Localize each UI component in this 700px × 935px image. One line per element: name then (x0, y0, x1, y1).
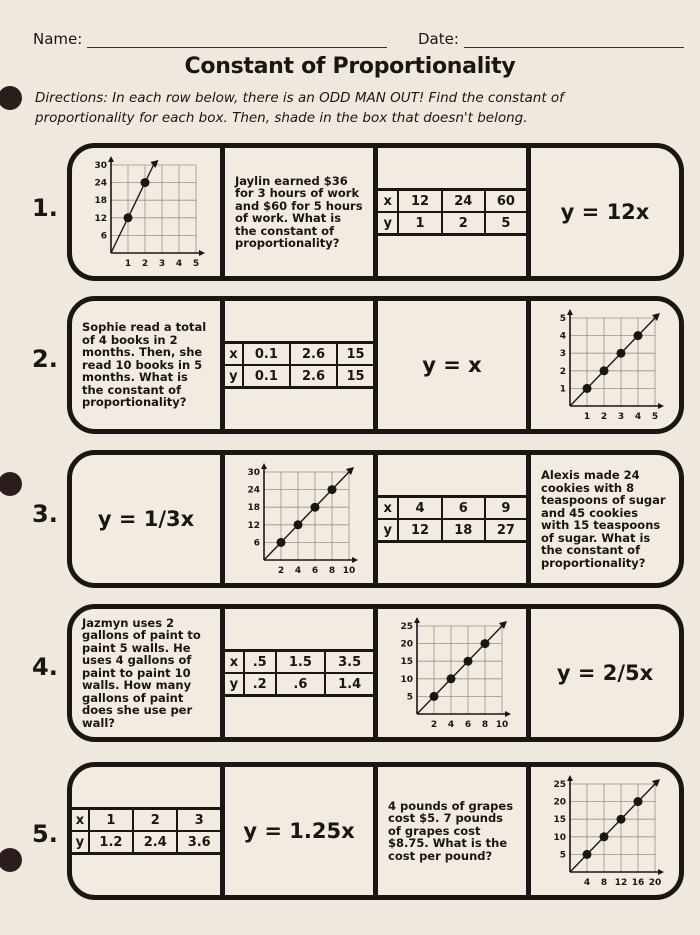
svg-text:10: 10 (342, 566, 356, 576)
name-field[interactable] (33, 30, 387, 48)
table-cell: x (72, 809, 89, 832)
table-cell: x (378, 497, 398, 520)
svg-text:2: 2 (277, 566, 285, 576)
svg-text:10: 10 (400, 674, 413, 685)
row-number: 2. (32, 345, 58, 373)
row-number: 4. (32, 653, 58, 681)
svg-text:20: 20 (648, 878, 662, 888)
xy-table-grid (225, 649, 373, 697)
line-graph (540, 767, 670, 895)
table-cell: 3.5 (325, 651, 373, 674)
table-box[interactable] (72, 767, 220, 895)
table-cell: 24 (442, 190, 485, 213)
graph-box[interactable] (373, 609, 526, 737)
binder-hole-bottom (0, 848, 22, 872)
svg-text:3: 3 (158, 259, 166, 269)
svg-text:10: 10 (495, 720, 509, 730)
equation-text: y = 2/5x (556, 661, 654, 685)
svg-text:24: 24 (247, 485, 260, 496)
table-cell: .6 (276, 673, 326, 696)
row-number: 1. (32, 194, 58, 222)
xy-table-grid (378, 188, 526, 236)
problem-row-5 (67, 762, 684, 900)
table-cell: 2.4 (133, 831, 177, 854)
table-cell: .2 (244, 673, 276, 696)
equation-box[interactable] (526, 609, 679, 737)
svg-text:12: 12 (94, 213, 107, 224)
word-problem-text: Jaylin earned $36 for 3 hours of work and $60 for 5 hours of work. What is the constant of proportionality? (235, 173, 363, 250)
problem-row-2 (67, 296, 684, 434)
word-problem-box[interactable] (72, 609, 220, 737)
table-cell: x (378, 190, 398, 213)
svg-text:5: 5 (559, 314, 566, 324)
date-blank[interactable] (464, 33, 684, 48)
table-cell: 9 (485, 497, 526, 520)
svg-text:20: 20 (400, 639, 413, 650)
xy-table-grid (225, 341, 373, 389)
table-cell: 1 (398, 212, 441, 235)
line-graph (387, 609, 517, 737)
table-cell: 1 (89, 809, 133, 832)
xy-table-grid (72, 807, 220, 855)
table-cell: 15 (337, 343, 373, 366)
table-cell: .5 (244, 651, 276, 674)
svg-text:18: 18 (247, 503, 260, 514)
graph-box[interactable] (526, 301, 679, 429)
svg-text:4: 4 (583, 878, 591, 888)
svg-text:2: 2 (430, 720, 438, 730)
table-cell: 12 (398, 519, 441, 542)
equation-box[interactable] (526, 148, 679, 276)
svg-text:2: 2 (559, 366, 566, 377)
xy-table (225, 649, 373, 697)
table-cell: x (225, 343, 243, 366)
table-cell: 2.6 (290, 343, 337, 366)
table-box[interactable] (373, 455, 526, 583)
svg-text:3: 3 (617, 412, 625, 422)
word-problem-box[interactable] (526, 455, 679, 583)
table-cell: 0.1 (243, 365, 290, 388)
svg-text:18: 18 (94, 196, 107, 207)
table-cell: y (378, 212, 398, 235)
table-cell: y (72, 831, 89, 854)
table-cell: y (378, 519, 398, 542)
svg-text:15: 15 (400, 657, 413, 668)
date-label: Date: (418, 30, 459, 48)
svg-text:4: 4 (175, 259, 183, 269)
row-number: 5. (32, 820, 58, 848)
word-problem-text: 4 pounds of grapes cost $5. 7 pounds of grapes cost $8.75. What is the cost per pound? (388, 798, 514, 863)
problem-row-1 (67, 143, 684, 281)
name-label: Name: (33, 30, 83, 48)
svg-text:4: 4 (634, 412, 642, 422)
table-cell: 18 (442, 519, 485, 542)
svg-text:24: 24 (94, 178, 107, 189)
table-cell: 6 (442, 497, 485, 520)
table-cell: 2.6 (290, 365, 337, 388)
word-problem-box[interactable] (373, 767, 526, 895)
equation-text: y = 1.25x (243, 819, 355, 843)
svg-text:25: 25 (553, 780, 566, 790)
binder-hole-middle (0, 472, 22, 496)
row-number: 3. (32, 500, 58, 528)
svg-text:4: 4 (294, 566, 302, 576)
xy-table (378, 188, 526, 236)
table-cell: 1.4 (325, 673, 373, 696)
table-cell: 12 (398, 190, 441, 213)
table-cell: 15 (337, 365, 373, 388)
word-problem-box[interactable] (72, 301, 220, 429)
equation-text: y = 1/3x (97, 507, 195, 531)
graph-box[interactable] (220, 455, 373, 583)
problem-row-3 (67, 450, 684, 588)
line-graph (234, 455, 364, 583)
table-cell: 2 (133, 809, 177, 832)
table-cell: 3 (177, 809, 220, 832)
xy-table (72, 807, 220, 855)
table-cell: 1.2 (89, 831, 133, 854)
svg-text:5: 5 (651, 412, 659, 422)
table-cell: y (225, 673, 244, 696)
svg-text:12: 12 (614, 878, 628, 888)
table-cell: y (225, 365, 243, 388)
svg-text:10: 10 (553, 832, 566, 843)
table-box[interactable] (220, 301, 373, 429)
table-cell: x (225, 651, 244, 674)
svg-text:30: 30 (247, 468, 260, 478)
equation-text: y = x (422, 353, 482, 377)
table-box[interactable] (220, 609, 373, 737)
table-cell: 0.1 (243, 343, 290, 366)
date-field[interactable] (418, 30, 684, 48)
svg-text:4: 4 (559, 331, 566, 342)
svg-text:5: 5 (192, 259, 200, 269)
binder-hole-top (0, 86, 22, 110)
svg-text:25: 25 (400, 622, 413, 632)
equation-box[interactable] (72, 455, 220, 583)
word-problem-box[interactable] (220, 148, 373, 276)
word-problem-text: Alexis made 24 cookies with 8 teaspoons of sugar and 45 cookies with 15 teaspoons of sugar. What is the constant of proportionality? (541, 468, 666, 570)
svg-text:12: 12 (247, 520, 260, 531)
svg-text:16: 16 (631, 878, 645, 888)
page-title: Constant of Proportionality (184, 54, 516, 79)
svg-text:6: 6 (464, 720, 472, 730)
line-graph (81, 148, 211, 276)
directions: Directions: In each row below, there is an ODD MAN OUT! Find the constant of proportionality for each box. Then, shade in the box that doesn't belong. (35, 90, 564, 126)
equation-box[interactable] (373, 301, 526, 429)
svg-text:20: 20 (553, 797, 566, 808)
svg-text:5: 5 (559, 850, 566, 861)
svg-text:6: 6 (100, 231, 107, 242)
table-cell: 5 (485, 212, 526, 235)
svg-text:2: 2 (141, 259, 149, 269)
table-cell: 60 (485, 190, 526, 213)
xy-table-grid (378, 495, 526, 543)
svg-text:4: 4 (447, 720, 455, 730)
svg-text:15: 15 (553, 815, 566, 826)
svg-text:1: 1 (583, 412, 591, 422)
table-cell: 2 (442, 212, 485, 235)
svg-text:8: 8 (328, 566, 336, 576)
word-problem-text: Jazmyn uses 2 gallons of paint to paint 5 walls. He uses 4 gallons of paint to paint 10 walls. How many gallons of paint does she use per wall? (82, 615, 201, 730)
equation-text: y = 12x (560, 200, 650, 224)
svg-text:30: 30 (94, 161, 107, 171)
xy-table (225, 341, 373, 389)
line-graph (540, 301, 670, 429)
svg-text:1: 1 (124, 259, 132, 269)
table-cell: 27 (485, 519, 526, 542)
svg-text:6: 6 (311, 566, 319, 576)
table-cell: 4 (398, 497, 441, 520)
table-box[interactable] (373, 148, 526, 276)
svg-text:6: 6 (253, 538, 260, 549)
name-blank[interactable] (87, 33, 387, 48)
graph-box[interactable] (72, 148, 220, 276)
word-problem-text: Sophie read a total of 4 books in 2 months. Then, she read 10 books in 5 months. What is the constant of proportionality? (82, 320, 207, 410)
svg-text:8: 8 (600, 878, 608, 888)
table-cell: 3.6 (177, 831, 220, 854)
svg-text:2: 2 (600, 412, 608, 422)
equation-box[interactable] (220, 767, 373, 895)
svg-text:5: 5 (406, 692, 413, 703)
xy-table (378, 495, 526, 543)
svg-text:3: 3 (559, 349, 566, 360)
svg-text:8: 8 (481, 720, 489, 730)
graph-box[interactable] (526, 767, 679, 895)
problem-row-4 (67, 604, 684, 742)
svg-text:1: 1 (559, 384, 566, 395)
table-cell: 1.5 (276, 651, 326, 674)
